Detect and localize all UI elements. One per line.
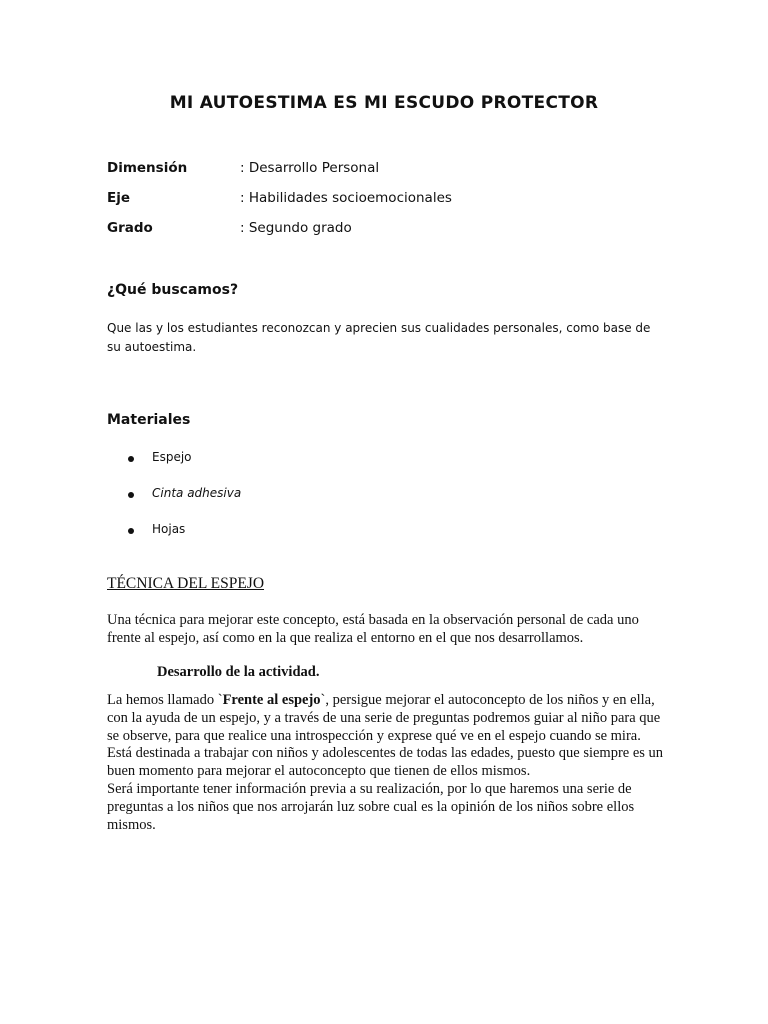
que-buscamos-text: Que las y los estudiantes reconozcan y aprecien sus cualidades personales, como base de su autoestima. <box>107 321 651 354</box>
document-title: MI AUTOESTIMA ES MI ESCUDO PROTECTOR <box>169 93 599 113</box>
materiales-heading: Materiales <box>107 412 191 428</box>
desarrollo-paragraph-1 <box>107 692 667 745</box>
meta-value-eje: : Habilidades socioemocionales <box>240 190 452 206</box>
desarrollo-paragraph-3: Será importante tener información previa a su realización, por lo que haremos una serie de preguntas a los niños que nos arrojarán luz sobre cual es la opinión de los niños sobre ellos mismos. <box>107 780 635 833</box>
meta-label-grado: Grado <box>107 220 153 236</box>
meta-value-grado: : Segundo grado <box>240 220 352 236</box>
meta-value-dimension: : Desarrollo Personal <box>240 160 380 176</box>
desarrollo-body <box>107 692 667 834</box>
tecnica-heading: TÉCNICA DEL ESPEJO <box>107 575 265 592</box>
que-buscamos-heading: ¿Qué buscamos? <box>107 282 239 298</box>
material-label: Hojas <box>152 522 186 536</box>
paragraph-text: La hemos llamado ` <box>107 692 223 708</box>
activity-name: Frente al espejo <box>222 692 321 708</box>
material-label: Espejo <box>152 450 192 464</box>
desarrollo-paragraph-2: Está destinada a trabajar con niños y adolescentes de todas las edades, puesto que siempre es un buen momento para mejorar el autoconcepto que tienen de ellos mismos. <box>107 745 664 780</box>
meta-label-dimension: Dimensión <box>107 160 188 176</box>
material-label: Cinta adhesiva <box>152 486 242 500</box>
meta-label-eje: Eje <box>107 190 131 206</box>
bullet-icon <box>128 528 134 534</box>
tecnica-intro: Una técnica para mejorar este concepto, está basada en la observación personal de cada uno frente al espejo, así como en la que realiza el entorno en el que nos desarrollamos. <box>107 612 639 646</box>
desarrollo-subheading: Desarrollo de la actividad. <box>157 664 320 680</box>
bullet-icon <box>128 456 134 462</box>
list-item <box>128 486 241 522</box>
list-item <box>128 450 241 486</box>
materiales-list <box>128 450 241 558</box>
paragraph-text: `, persigue mejorar el autoconcepto de los niños y en ella, con la ayuda de un espejo, y a través de una serie de preguntas podremos guiar al niño para que se observe, para que realice una introspección y exprese qué ve en el espejo cuando se mira. <box>107 692 661 744</box>
list-item <box>128 522 241 558</box>
bullet-icon <box>128 492 134 498</box>
